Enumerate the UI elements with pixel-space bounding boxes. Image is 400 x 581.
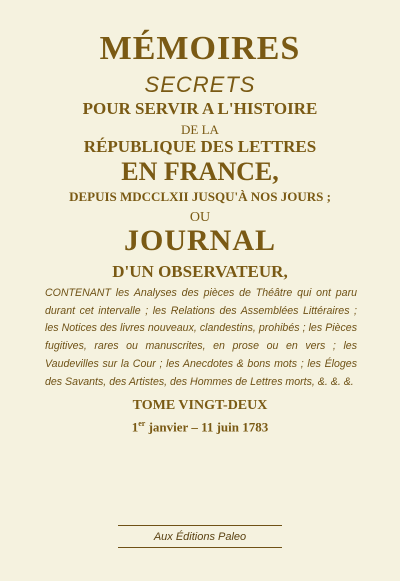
dates-sup: er (138, 419, 146, 428)
cover-line-depuis: DEPUIS MDCCLXII JUSQU'À NOS JOURS ; (69, 189, 331, 204)
cover-title: MÉMOIRES (99, 30, 301, 67)
cover-line-de-la: DE LA (181, 122, 219, 137)
cover-observateur: D'UN OBSERVATEUR, (112, 262, 288, 281)
cover-description: CONTENANT les Analyses des pièces de Théâtre qui ont paru durant cet intervalle ; les Relations des Assemblées Littéraires ; les Notices des livres nouveaux, clandestins, prohibés ; les Pièces fugitives, rares ou manuscrites, en prose ou en vers ; les Vaudevilles sur la Cour ; les Anecdotes & bons mots ; les Éloges des Savants, des Artistes, des Hommes de Lettres morts, &. &. &. (45, 287, 357, 388)
cover-line-ou: OU (189, 210, 211, 225)
cover-line-republique: RÉPUBLIQUE DES LETTRES (83, 137, 317, 156)
cover-subtitle: SECRETS (144, 72, 256, 97)
cover-journal: JOURNAL (123, 224, 276, 257)
cover-dates (0, 419, 400, 435)
cover-line-france: EN FRANCE, (121, 157, 279, 186)
dates-prefix: 1 (131, 419, 139, 435)
publisher-label: Aux Éditions Paleo (118, 525, 282, 548)
dates-rest: janvier – 11 juin 1783 (145, 419, 269, 435)
cover-line-pour: POUR SERVIR A L'HISTOIRE (82, 99, 318, 118)
cover-tome: TOME VINGT-DEUX (132, 398, 268, 413)
